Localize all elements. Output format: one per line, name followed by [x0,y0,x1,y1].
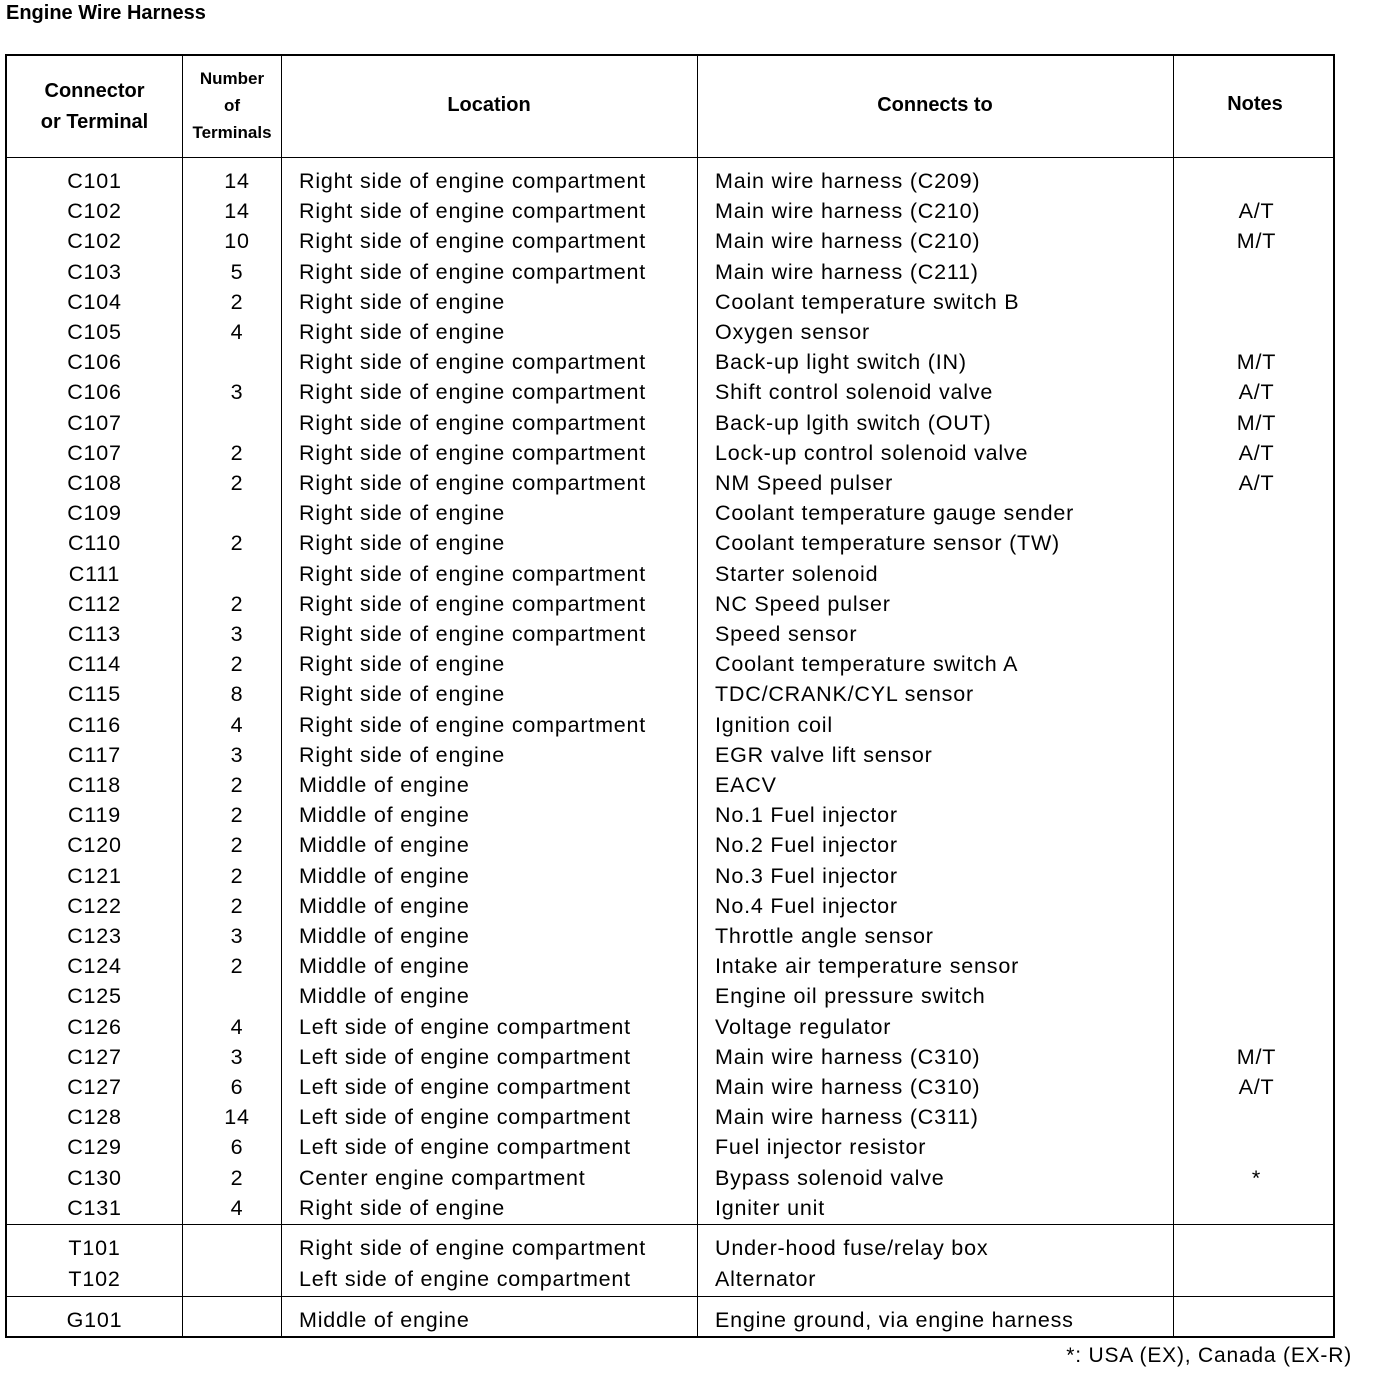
connects-to: Igniter unit [715,1195,825,1220]
connects-to: Coolant temperature sensor (TW) [715,531,1061,556]
connector-id: C113 [67,622,121,646]
location: Right side of engine [299,1195,506,1220]
terminal-count: 4 [230,1014,244,1039]
location: Middle of engine [299,863,470,888]
location: Middle of engine [299,954,470,979]
header-notes: Notes [1227,93,1283,115]
connector-id: C117 [67,742,121,767]
connects-to: Intake air temperature sensor [715,954,1020,979]
header-line: Terminals [192,123,272,142]
header-number [181,65,283,146]
connector-id: G101 [66,1308,123,1332]
connects-to: EACV [715,773,777,797]
section-divider [7,1224,1333,1225]
connects-to: Main wire harness (C310) [715,1044,981,1069]
connector-id: C109 [67,501,122,526]
location: Middle of engine [299,984,470,1009]
connector-id: C106 [67,380,122,405]
footnote: *: USA (EX), Canada (EX-R) [1066,1344,1352,1367]
connects-to: Lock-up control solenoid valve [715,440,1029,465]
connects-to: EGR valve lift sensor [715,742,933,767]
terminal-count: 5 [230,259,244,284]
connector-id: C121 [67,863,122,888]
connects-to: Starter solenoid [715,561,879,586]
terminal-count: 2 [230,1165,244,1190]
location: Left side of engine compartment [299,1044,631,1069]
terminal-count: 2 [230,591,244,616]
connector-id: C116 [67,712,121,737]
connects-to: NC Speed pulser [715,591,891,616]
connector-id: C112 [67,591,121,616]
wire-harness-table [5,54,1335,1338]
connects-to: Back-up lgith switch (OUT) [715,410,992,435]
connector-id: T102 [68,1267,121,1291]
notes: A/T [1238,440,1275,465]
location: Right side of engine [299,652,506,677]
connector-id: C102 [67,229,122,254]
location: Right side of engine compartment [299,380,647,405]
connector-id: C130 [67,1165,122,1190]
connector-id: C120 [67,833,122,858]
connects-to: Coolant temperature gauge sender [715,501,1075,526]
connects-to: Shift control solenoid valve [715,380,994,405]
header-connector [7,76,182,138]
location: Right side of engine compartment [299,561,647,586]
connector-id: C129 [67,1135,122,1160]
location: Right side of engine compartment [299,622,647,646]
connector-id: C128 [67,1105,122,1130]
connector-id: C103 [67,259,122,284]
connector-id: C131 [67,1195,122,1220]
terminal-count: 2 [230,954,244,979]
terminal-count: 4 [230,320,244,344]
terminal-count: 14 [224,199,250,224]
terminal-count: 3 [230,1044,244,1069]
location: Left side of engine compartment [299,1014,631,1039]
connector-id: C104 [67,289,122,314]
notes: A/T [1238,199,1275,224]
terminal-count: 2 [230,289,244,314]
connects-to: Fuel injector resistor [715,1135,927,1160]
terminal-count: 2 [230,773,244,797]
terminal-count: 4 [230,1195,244,1220]
header-location: Location [447,94,531,116]
location: Right side of engine compartment [299,350,647,375]
connector-id: C127 [67,1044,122,1069]
column-divider [1173,56,1174,1336]
connects-to: Main wire harness (C210) [715,229,981,254]
location: Left side of engine compartment [299,1135,631,1160]
terminal-count: 10 [224,229,250,254]
notes: M/T [1236,410,1277,435]
connects-to: Under-hood fuse/relay box [715,1236,989,1260]
connector-id: C114 [67,652,121,677]
connects-to: Engine ground, via engine harness [715,1308,1074,1332]
connector-id: T101 [68,1236,121,1260]
connector-id: C107 [67,440,122,465]
connects-to: Main wire harness (C310) [715,1075,981,1099]
connects-to: No.4 Fuel injector [715,893,898,918]
location: Right side of engine [299,742,506,767]
connector-id: C108 [67,471,122,495]
location: Right side of engine [299,320,506,344]
connector-id: C115 [67,682,121,707]
connector-id: C122 [67,893,122,918]
location: Right side of engine compartment [299,410,647,435]
connects-to: Throttle angle sensor [715,924,934,948]
connects-to: Alternator [715,1267,817,1291]
location: Right side of engine compartment [299,229,647,254]
location: Middle of engine [299,803,470,828]
location: Left side of engine compartment [299,1075,631,1099]
connector-id: C102 [67,199,122,224]
terminal-count: 2 [230,652,244,677]
header-line: of [223,96,241,115]
location: Right side of engine compartment [299,1236,647,1260]
connects-to: Bypass solenoid valve [715,1165,945,1190]
notes: A/T [1238,471,1275,495]
location: Right side of engine [299,289,506,314]
connects-to: NM Speed pulser [715,471,894,495]
connector-id: C126 [67,1014,122,1039]
terminal-count: 14 [224,1105,250,1130]
connector-id: C118 [67,773,121,797]
location: Right side of engine [299,531,506,556]
notes: A/T [1238,1075,1275,1099]
connector-id: C105 [67,320,122,344]
terminal-count: 3 [230,742,244,767]
location: Right side of engine compartment [299,471,647,495]
column-divider [697,56,698,1336]
connects-to: Coolant temperature switch B [715,289,1020,314]
location: Middle of engine [299,773,470,797]
terminal-count: 3 [230,380,244,405]
terminal-count: 6 [230,1135,244,1160]
header-divider [7,157,1333,158]
terminal-count: 2 [230,863,244,888]
connector-id: C110 [67,531,121,556]
terminal-count: 8 [230,682,244,707]
connector-id: C107 [67,410,122,435]
location: Middle of engine [299,893,470,918]
connector-id: C101 [67,169,122,193]
notes: M/T [1236,1044,1277,1069]
connects-to: Coolant temperature switch A [715,652,1019,677]
location: Right side of engine compartment [299,591,647,616]
connects-to: TDC/CRANK/CYL sensor [715,682,974,707]
connects-to: No.1 Fuel injector [715,803,898,828]
connects-to: No.2 Fuel injector [715,833,898,858]
header-line: Number [199,69,265,88]
terminal-count: 2 [230,531,244,556]
column-divider [182,56,183,1336]
location: Right side of engine compartment [299,712,647,737]
header-line: Connector [44,80,145,102]
terminal-count: 3 [230,622,244,646]
header-line: or Terminal [40,111,149,133]
connector-id: C127 [67,1075,122,1099]
connector-id: C123 [67,924,122,948]
location: Left side of engine compartment [299,1105,631,1130]
terminal-count: 14 [224,169,250,193]
connector-id: C125 [67,984,122,1009]
notes: M/T [1236,229,1277,254]
section-divider [7,1296,1333,1297]
connects-to: Main wire harness (C211) [715,259,979,284]
connects-to: No.3 Fuel injector [715,863,898,888]
location: Middle of engine [299,833,470,858]
terminal-count: 4 [230,712,244,737]
terminal-count: 2 [230,803,244,828]
connects-to: Back-up light switch (IN) [715,350,967,375]
location: Right side of engine compartment [299,169,647,193]
location: Right side of engine compartment [299,259,647,284]
location: Middle of engine [299,924,470,948]
connector-id: C106 [67,350,122,375]
location: Middle of engine [299,1308,470,1332]
connects-to: Main wire harness (C311) [715,1105,979,1130]
notes: * [1251,1165,1262,1190]
location: Left side of engine compartment [299,1267,631,1291]
connects-to: Voltage regulator [715,1014,892,1039]
connector-id: C124 [67,954,122,979]
terminal-count: 6 [230,1075,244,1099]
connector-id: C119 [67,803,121,828]
connects-to: Main wire harness (C210) [715,199,981,224]
notes: A/T [1238,380,1275,405]
terminal-count: 2 [230,440,244,465]
page-title: Engine Wire Harness [6,2,206,24]
terminal-count: 2 [230,893,244,918]
notes: M/T [1236,350,1277,375]
location: Right side of engine compartment [299,199,647,224]
terminal-count: 2 [230,471,244,495]
connects-to: Engine oil pressure switch [715,984,986,1009]
terminal-count: 2 [230,833,244,858]
location: Right side of engine [299,682,506,707]
location: Right side of engine compartment [299,440,647,465]
terminal-count: 3 [230,924,244,948]
connector-id: C111 [68,561,121,586]
connects-to: Main wire harness (C209) [715,169,981,193]
location: Center engine compartment [299,1165,586,1190]
header-connects-to: Connects to [877,94,993,116]
connects-to: Oxygen sensor [715,320,870,344]
connects-to: Speed sensor [715,622,858,646]
connects-to: Ignition coil [715,712,833,737]
location: Right side of engine [299,501,506,526]
